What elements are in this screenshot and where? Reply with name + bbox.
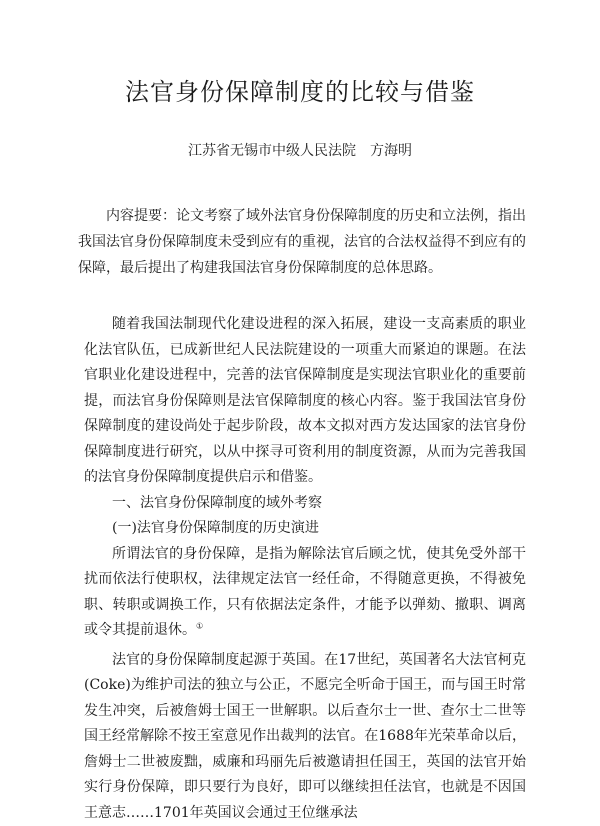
body-text <box>84 312 526 826</box>
author-affiliation: 江苏省无锡市中级人民法院 方海明 <box>0 140 600 160</box>
intro-paragraph: 随着我国法制现代化建设进程的深入拓展，建设一支高素质的职业化法官队伍，已成新世纪人民法院建设的一项重大而紧迫的课题。在法官职业化建设进程中，完善的法官保障制度是实现法官职业化的重要前提，而法官身份保障则是法官保障制度的核心内容。鉴于我国法官身份保障制度的建设尚处于起步阶段，故本文拟对西方发达国家的法官身份保障制度进行研究，以从中探寻可资利用的制度资源，从而为完善我国的法官身份保障制度提供启示和借鉴。 <box>84 312 526 491</box>
abstract-text: 内容提要：论文考察了域外法官身份保障制度的历史和立法例，指出我国法官身份保障制度未受到应有的重视，法官的合法权益得不到应有的保障，最后提出了构建我国法官身份保障制度的总体思路。 <box>78 208 526 276</box>
definition-text: 所谓法官的身份保障，是指为解除法官后顾之忧，使其免受外部干扰而依法行使职权，法律规定法官一经任命，不得随意更换，不得被免职、转职或调换工作，只有依据法定条件，才能予以弹劾、撤职、调离或令其提前退休。 <box>84 546 526 639</box>
footnote-marker: ① <box>196 621 203 630</box>
paper-title: 法官身份保障制度的比较与借鉴 <box>0 72 600 107</box>
section-heading: 一、法官身份保障制度的域外考察 <box>84 491 526 517</box>
definition-paragraph <box>84 542 526 644</box>
history-paragraph: 法官的身份保障制度起源于英国。在17世纪，英国著名大法官柯克(Coke)为维护司法的独立与公正，不愿完全听命于国王，而与国王时常发生冲突，后被詹姆士国王一世解职。以后查尔士一世、查尔士二世等国王经常解除不按王室意见作出裁判的法官。在1688年光荣革命以后，詹姆士二世被废黜，威廉和玛丽先后被邀请担任国王，英国的法官开始实行身份保障，即只要行为良好，即可以继续担任法官，也就是不因国王意志……1701年英国议会通过王位继承法 <box>84 648 526 826</box>
abstract-block <box>78 203 526 281</box>
subsection-heading: (一)法官身份保障制度的历史演进 <box>84 516 526 542</box>
